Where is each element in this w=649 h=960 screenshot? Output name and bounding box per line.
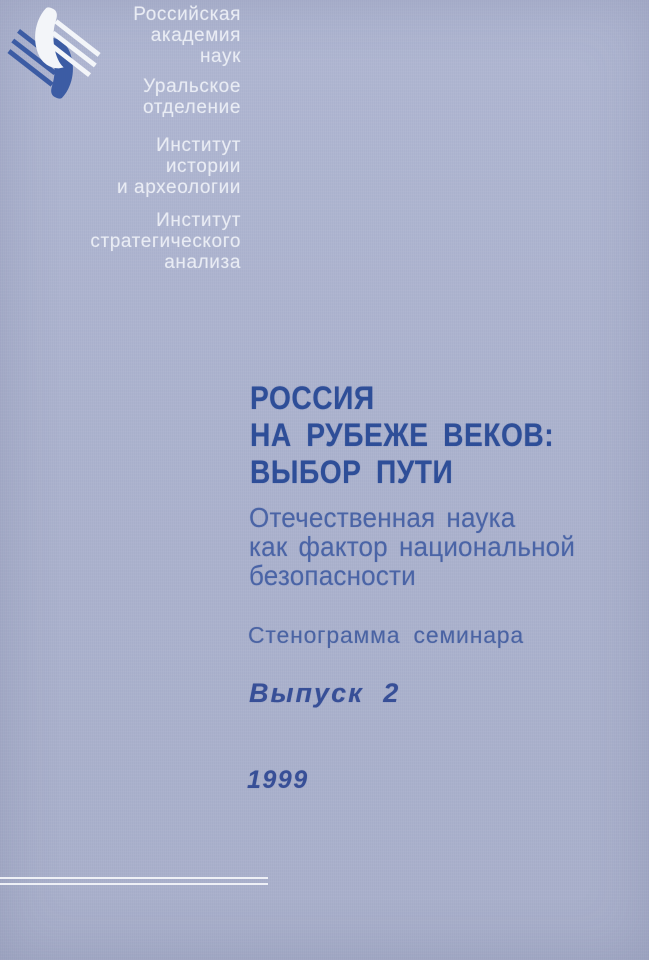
bottom-double-rule — [0, 877, 268, 885]
institutions-block — [0, 4, 241, 273]
main-title — [250, 380, 554, 491]
institution-group-academy — [0, 4, 241, 67]
subtitle-line: Отечественная наука — [249, 502, 516, 533]
issue-label: Выпуск 2 — [249, 678, 401, 708]
institution-group-strategic-analysis — [0, 210, 241, 273]
title-line: РОССИЯ — [250, 380, 375, 416]
title-line: ВЫБОР ПУТИ — [250, 454, 454, 490]
year-label: 1999 — [247, 766, 309, 794]
institution-line: Институт — [156, 135, 241, 156]
title-line: НА РУБЕЖЕ ВЕКОВ: — [250, 417, 555, 453]
institution-group-history-archaeology — [0, 135, 241, 198]
subtitle — [249, 503, 575, 590]
institution-line: Уральское — [143, 76, 241, 97]
institution-line: отделение — [143, 97, 241, 118]
institution-group-ural-branch — [0, 76, 241, 118]
institution-line: академия — [150, 25, 241, 46]
institution-line: и археологии — [116, 177, 241, 198]
institution-line: стратегического — [90, 231, 241, 252]
institution-line: наук — [199, 46, 241, 67]
institution-line: Российская — [133, 4, 241, 25]
subtitle-line: как фактор национальной — [249, 531, 576, 562]
institution-line: истории — [165, 156, 241, 177]
subtitle-line: безопасности — [249, 560, 416, 591]
institution-line: анализа — [164, 252, 241, 273]
institution-line: Институт — [156, 210, 241, 231]
doc-type-label: Стенограмма семинара — [248, 622, 524, 648]
